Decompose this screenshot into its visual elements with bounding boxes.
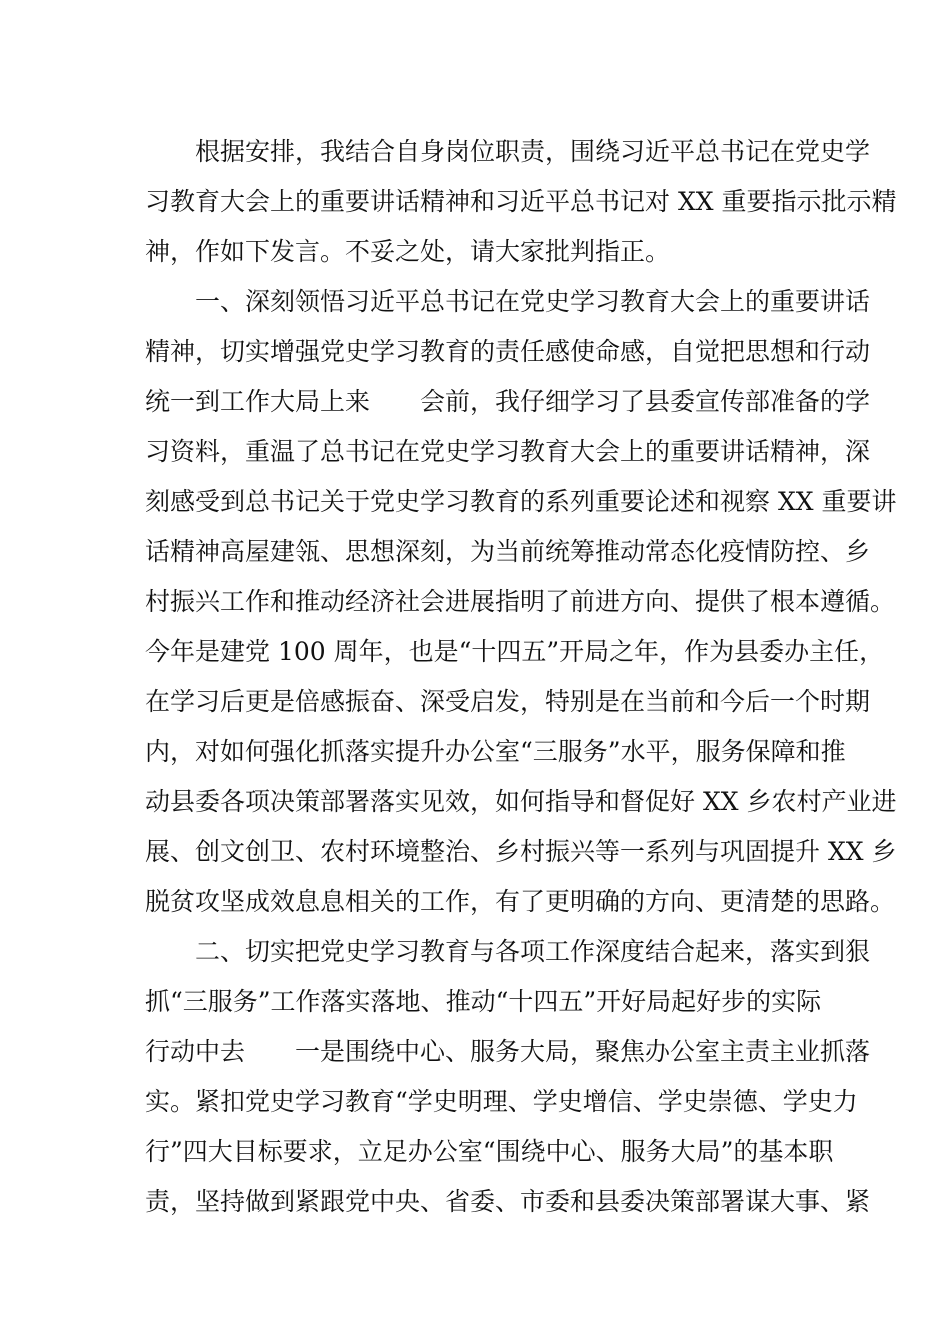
text-line: 脱贫攻坚成效息息相关的工作，有了更明确的方向、更清楚的思路。 bbox=[145, 887, 896, 916]
text-line: 今年是建党 100 周年，也是“十四五”开局之年，作为县委办主任， bbox=[145, 637, 885, 666]
text-line: 实。紧扣党史学习教育“学史明理、学史增信、学史崇德、学史力 bbox=[145, 1087, 858, 1116]
text-line: 抓“三服务”工作落实落地、推动“十四五”开好局起好步的实际 bbox=[145, 987, 822, 1016]
text-line: 刻感受到总书记关于党史学习教育的系列重要论述和视察 XX 重要讲 bbox=[145, 487, 897, 516]
text-line: 习资料，重温了总书记在党史学习教育大会上的重要讲话精神，深 bbox=[145, 437, 871, 466]
text-line: 村振兴工作和推动经济社会进展指明了前进方向、提供了根本遵循。 bbox=[145, 587, 896, 616]
text-line: 责，坚持做到紧跟党中央、省委、市委和县委决策部署谋大事、紧 bbox=[145, 1187, 871, 1216]
text-line: 话精神高屋建瓴、思想深刻，为当前统筹推动常态化疫情防控、乡 bbox=[145, 537, 871, 566]
text-line: 在学习后更是倍感振奋、深受启发，特别是在当前和今后一个时期 bbox=[145, 687, 871, 716]
text-line: 神，作如下发言。不妥之处，请大家批判指正。 bbox=[145, 237, 671, 266]
text-line: 行动中去 一是围绕中心、服务大局，聚焦办公室主责主业抓落 bbox=[145, 1037, 871, 1066]
text-line: 精神，切实增强党史学习教育的责任感使命感，自觉把思想和行动 bbox=[145, 337, 871, 366]
text-line: 动县委各项决策部署落实见效，如何指导和督促好 XX 乡农村产业进 bbox=[145, 787, 897, 816]
text-line: 行”四大目标要求，立足办公室“围绕中心、服务大局”的基本职 bbox=[145, 1137, 834, 1166]
text-line: 内，对如何强化抓落实提升办公室“三服务”水平，服务保障和推 bbox=[145, 737, 846, 766]
text-line: 根据安排，我结合自身岗位职责，围绕习近平总书记在党史学 bbox=[145, 137, 871, 166]
text-line: 习教育大会上的重要讲话精神和习近平总书记对 XX 重要指示批示精 bbox=[145, 187, 897, 216]
text-line: 展、创文创卫、农村环境整治、乡村振兴等一系列与巩固提升 XX 乡 bbox=[145, 837, 897, 866]
text-line: 统一到工作大局上来 会前，我仔细学习了县委宣传部准备的学 bbox=[145, 387, 871, 416]
text-line: 一、深刻领悟习近平总书记在党史学习教育大会上的重要讲话 bbox=[145, 287, 871, 316]
text-line: 二、切实把党史学习教育与各项工作深度结合起来，落实到狠 bbox=[145, 937, 871, 966]
